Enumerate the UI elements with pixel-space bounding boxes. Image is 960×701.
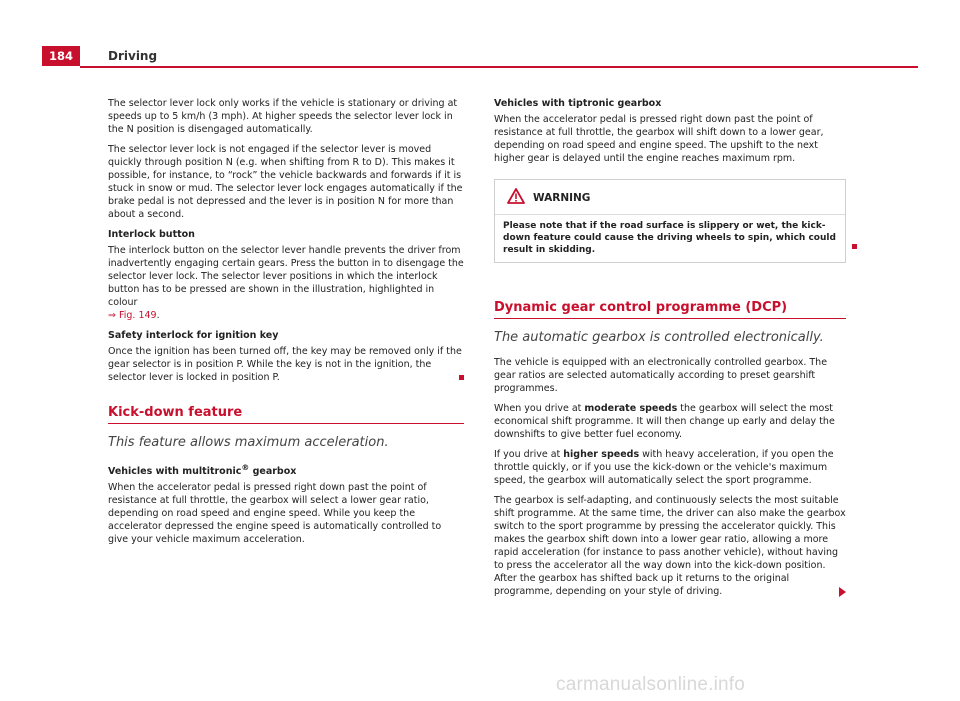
- bold-term: higher speeds: [563, 449, 640, 460]
- subheading-safety-interlock: Safety interlock for ignition key: [108, 330, 279, 341]
- left-column: [108, 97, 464, 553]
- warning-label: WARNING: [533, 191, 591, 204]
- subheading-multitronic: [108, 461, 464, 478]
- paragraph: The selector lever lock is not engaged if the selector lever is moved quickly through position N (e.g. when shifting from R to D). This makes it possible, for instance, to “rock” the vehicle backwards and forwards if it is stuck in snow or mud. The selector lever lock engages automatically if the brake pedal is not depressed and the lever is in position N for more than about a second.: [108, 144, 463, 220]
- link-suffix: .: [156, 310, 160, 321]
- paragraph-self-adapting: [494, 494, 846, 598]
- text-run: the gearbox will select the most economical shift programme. It will then change up early and delay the downshifts to give better fuel economy.: [494, 403, 835, 440]
- subheading-interlock: Interlock button: [108, 229, 195, 240]
- paragraph-safety: [108, 345, 464, 384]
- watermark: carmanualsonline.info: [556, 674, 746, 695]
- paragraph: The selector lever lock only works if the vehicle is stationary or driving at speeds up to 5 km/h (3 mph). At higher speeds the selector lever lock in the N position is disengaged automatically.: [108, 98, 458, 135]
- safety-text: Once the ignition has been turned off, the key may be removed only if the gear selector is in position P. While the key is not in the ignition, the selector lever is locked in position P.: [108, 346, 462, 383]
- text-run: The gearbox is self-adapting, and continuously selects the most suitable shift programme. At the same time, the driver can also make the gearbox switch to the sport programme by pressing the accelerator quickly. This makes the gearbox shift down into a lower gear ratio, allowing a more rapid acceleration (for instance to pass another vehicle), without having to press the accelerator all the way down into the kick-down position. After the gearbox has shifted back up it returns to the original programme, depending on your style of driving.: [494, 495, 846, 597]
- paragraph-interlock: [108, 244, 464, 322]
- registered-mark: ®: [241, 463, 250, 472]
- page-header: [0, 0, 960, 70]
- paragraph: When the accelerator pedal is pressed right down past the point of resistance at full throttle, the gearbox will select a lower gear ratio, depending on road speed and engine speed. While you keep the accelerator depressed the engine speed is automatically controlled to give your vehicle maximum acceleration.: [108, 482, 442, 546]
- text-run: If you drive at: [494, 449, 564, 460]
- text-run: When you drive at: [494, 403, 585, 414]
- figure-link[interactable]: ⇒ Fig. 149: [108, 310, 157, 321]
- paragraph-moderate-speeds: [494, 402, 846, 441]
- section-heading-kickdown: Kick-down feature: [108, 406, 464, 424]
- warning-end-icon: [852, 244, 857, 249]
- tagline-dcp: The automatic gearbox is controlled electronically.: [494, 330, 824, 345]
- paragraph-higher-speeds: [494, 448, 846, 487]
- section-end-icon: [459, 375, 464, 380]
- interlock-text: The interlock button on the selector lever handle prevents the driver from inadvertently engaging certain gears. Press the button in to disengage the selector lever lock. The selector lever positions in which the interlock button has to be pressed are shown in the illustration, highlighted in colour: [108, 245, 464, 308]
- kickdown-heading-block: [108, 406, 464, 424]
- multitronic-heading-text: Vehicles with multitronic: [108, 466, 242, 478]
- section-heading-dcp: Dynamic gear control programme (DCP): [494, 301, 846, 319]
- paragraph: The vehicle is equipped with an electronically controlled gearbox. The gear ratios are selected automatically according to preset gearshift programmes.: [494, 357, 828, 394]
- dcp-heading-block: [494, 301, 846, 319]
- continue-arrow-icon: [839, 587, 846, 597]
- subheading-tiptronic: Vehicles with tiptronic gearbox: [494, 98, 662, 109]
- text-run: with heavy acceleration, if you open the throttle quickly, or if you use the kick-down or the vehicle's maximum speed, the gearbox will automatically select the sport programme.: [494, 449, 834, 486]
- page-number: 184: [42, 46, 80, 66]
- bold-term: moderate speeds: [584, 403, 678, 414]
- section-title: Driving: [108, 49, 158, 63]
- tagline-kickdown: This feature allows maximum acceleration.: [108, 435, 389, 450]
- warning-triangle-icon: [507, 188, 525, 208]
- warning-text: Please note that if the road surface is slippery or wet, the kick-down feature could cause the driving wheels to spin, which could result in skidding.: [503, 221, 836, 255]
- right-column: [494, 97, 846, 605]
- header-rule: [80, 66, 918, 68]
- multitronic-heading-suffix: gearbox: [249, 466, 297, 478]
- paragraph: When the accelerator pedal is pressed right down past the point of resistance at full throttle, the gearbox will shift down to a lower gear, depending on road speed and engine speed. The upshift to the next higher gear is delayed until the engine reaches maximum rpm.: [494, 114, 824, 164]
- warning-box: [494, 179, 846, 263]
- warning-header: [495, 180, 845, 215]
